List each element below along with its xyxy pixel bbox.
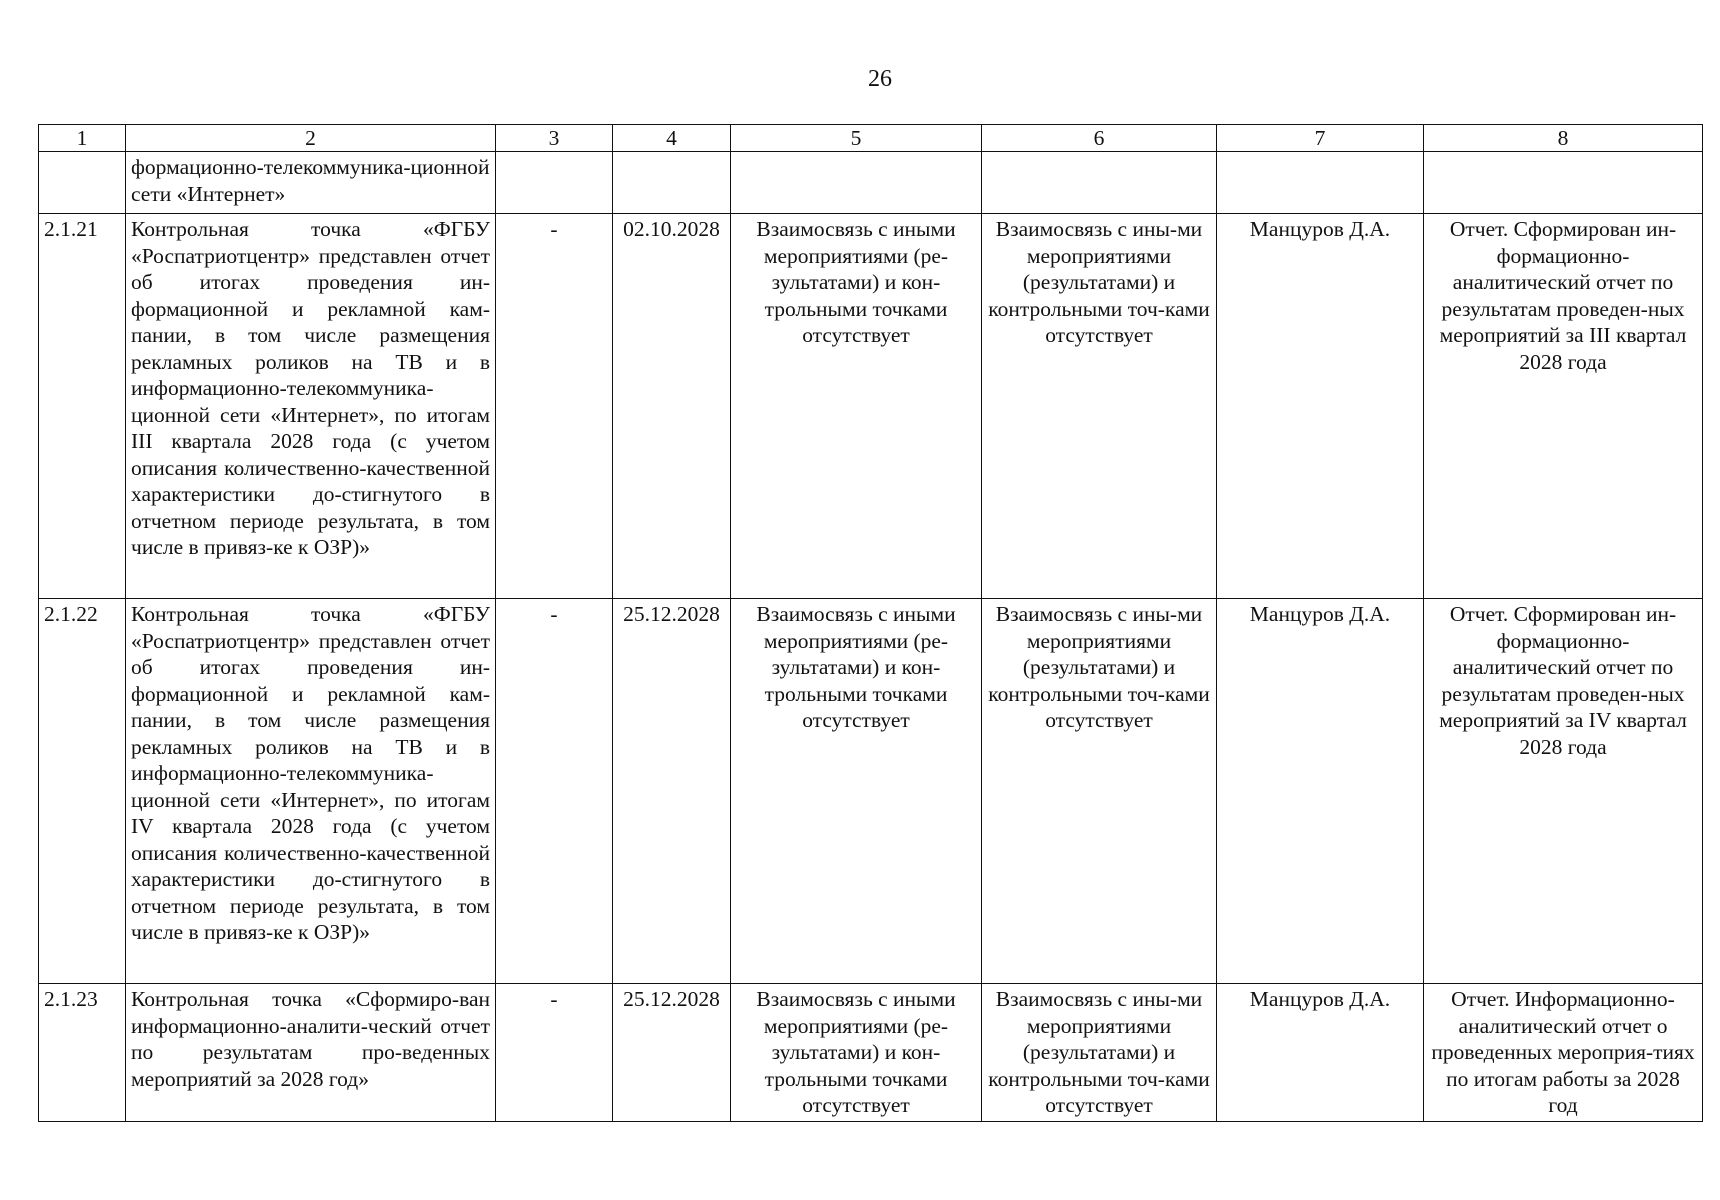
- dash-cell: -: [496, 214, 613, 599]
- responsible-cell: Манцуров Д.А.: [1217, 599, 1424, 984]
- row-number-cell: 2.1.22: [39, 599, 126, 984]
- plan-table: [38, 124, 1703, 1122]
- empty-cell: [1424, 152, 1703, 214]
- result-cell: Отчет. Сформирован ин-формационно-аналитический отчет по результатам проведен-ных мероприятий за IV квартал 2028 года: [1424, 599, 1703, 984]
- date-cell: 25.12.2028: [613, 599, 731, 984]
- description-cell: Контрольная точка «Сформиро-ван информационно-аналити-ческий отчет по результатам про-веденных мероприятий за 2028 год»: [126, 984, 496, 1122]
- column-header: 1: [39, 125, 126, 152]
- column-header: 2: [126, 125, 496, 152]
- column-header: 7: [1217, 125, 1424, 152]
- date-cell: 02.10.2028: [613, 214, 731, 599]
- row-number-cell: [39, 152, 126, 214]
- relation-cell: Взаимосвязь с ины-ми мероприятиями (результатами) и контрольными точ-ками отсутствует: [982, 984, 1217, 1122]
- table-row: [39, 984, 1703, 1122]
- relation-cell: Взаимосвязь с иными мероприятиями (ре-зультатами) и кон-трольными точками отсутствует: [731, 214, 982, 599]
- page-number: 26: [868, 66, 892, 92]
- relation-cell: Взаимосвязь с ины-ми мероприятиями (результатами) и контрольными точ-ками отсутствует: [982, 214, 1217, 599]
- date-cell: 25.12.2028: [613, 984, 731, 1122]
- empty-cell: [496, 152, 613, 214]
- relation-cell: Взаимосвязь с ины-ми мероприятиями (результатами) и контрольными точ-ками отсутствует: [982, 599, 1217, 984]
- row-number-cell: 2.1.21: [39, 214, 126, 599]
- row-number-cell: 2.1.23: [39, 984, 126, 1122]
- description-cell: Контрольная точка «ФГБУ «Роспатриотцентр» представлен отчет об итогах проведения ин-формационной и рекламной кам-пании, в том числе размещения рекламных роликов на ТВ и в информационно-телекоммуника-ционной сети «Интернет», по итогам IV квартала 2028 года (с учетом описания количественно-качественной характеристики до-стигнутого в отчетном периоде результата, в том числе в привяз-ке к ОЗР)»: [126, 599, 496, 984]
- table-row: [39, 599, 1703, 984]
- column-header: 8: [1424, 125, 1703, 152]
- responsible-cell: Манцуров Д.А.: [1217, 214, 1424, 599]
- column-header: 6: [982, 125, 1217, 152]
- header-row: [39, 125, 1703, 152]
- description-cell: Контрольная точка «ФГБУ «Роспатриотцентр» представлен отчет об итогах проведения ин-формационной и рекламной кам-пании, в том числе размещения рекламных роликов на ТВ и в информационно-телекоммуника-ционной сети «Интернет», по итогам III квартала 2028 года (с учетом описания количественно-качественной характеристики до-стигнутого в отчетном периоде результата, в том числе в привяз-ке к ОЗР)»: [126, 214, 496, 599]
- result-cell: Отчет. Информационно-аналитический отчет о проведенных мероприя-тиях по итогам работы за 2028 год: [1424, 984, 1703, 1122]
- dash-cell: -: [496, 984, 613, 1122]
- relation-cell: Взаимосвязь с иными мероприятиями (ре-зультатами) и кон-трольными точками отсутствует: [731, 599, 982, 984]
- relation-cell: Взаимосвязь с иными мероприятиями (ре-зультатами) и кон-трольными точками отсутствует: [731, 984, 982, 1122]
- column-header: 3: [496, 125, 613, 152]
- description-cell: формационно-телекоммуника-ционной сети «Интернет»: [126, 152, 496, 214]
- empty-cell: [731, 152, 982, 214]
- column-header: 4: [613, 125, 731, 152]
- dash-cell: -: [496, 599, 613, 984]
- empty-cell: [1217, 152, 1424, 214]
- result-cell: Отчет. Сформирован ин-формационно-аналитический отчет по результатам проведен-ных мероприятий за III квартал 2028 года: [1424, 214, 1703, 599]
- table-row: [39, 214, 1703, 599]
- continuation-row: [39, 152, 1703, 214]
- responsible-cell: Манцуров Д.А.: [1217, 984, 1424, 1122]
- empty-cell: [982, 152, 1217, 214]
- empty-cell: [613, 152, 731, 214]
- column-header: 5: [731, 125, 982, 152]
